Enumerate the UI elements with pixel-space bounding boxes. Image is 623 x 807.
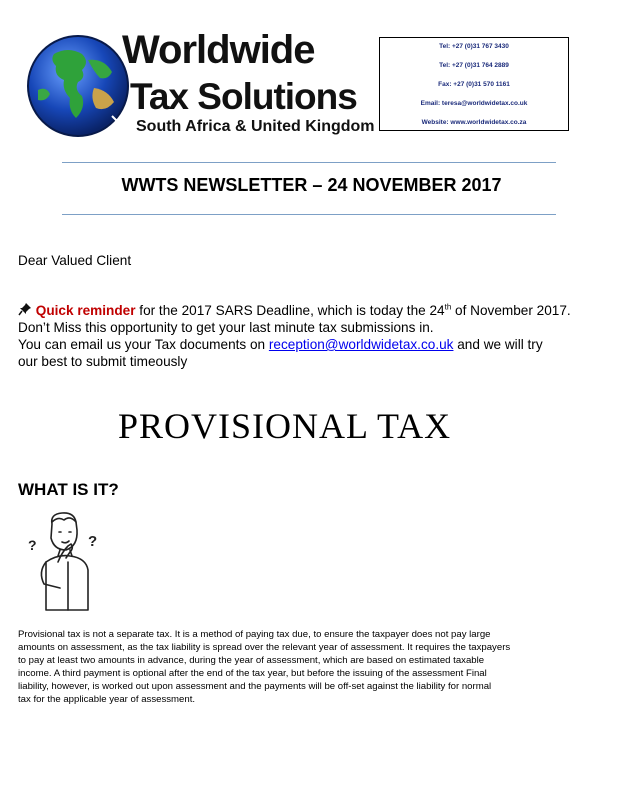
globe-logo-icon [24, 32, 132, 140]
company-logo [24, 28, 375, 140]
svg-text:?: ? [28, 537, 37, 553]
title-rule-top [62, 162, 556, 163]
contact-tel-2: Tel: +27 (0)31 764 2889 [439, 62, 509, 69]
logo-wordmark-line1: Worldwide [122, 28, 315, 72]
reminder-text-a: for the 2017 SARS Deadline, which is today the 24 [135, 303, 445, 318]
paragraph-line: tax for the applicable year of assessment. [18, 694, 196, 705]
reminder-line3-b: and we will try [453, 337, 543, 352]
what-is-it-heading: WHAT IS IT? [18, 480, 119, 499]
pushpin-icon [18, 303, 36, 318]
contact-website[interactable]: Website: www.worldwidetax.co.za [421, 119, 527, 126]
newsletter-title: WWTS NEWSLETTER – 24 NOVEMBER 2017 [121, 175, 502, 195]
reminder-superscript: th [444, 302, 452, 312]
reminder-line-2: Don’t Miss this opportunity to get your last minute tax submissions in. [18, 320, 434, 335]
reminder-line-3 [18, 336, 543, 353]
contact-fax: Fax: +27 (0)31 570 1161 [438, 81, 510, 88]
contact-tel-1: Tel: +27 (0)31 767 3430 [439, 43, 509, 50]
contact-info-box [379, 37, 569, 131]
reminder-line-4: our best to submit timeously [18, 354, 188, 369]
paragraph-line: liability, however, is worked out upon assessment and the payments will be off-set against the liability for normal [18, 681, 492, 692]
paragraph-line: to pay at least two amounts in advance, during the year of assessment, which are based on estimated taxable [18, 655, 485, 666]
reminder-line3-a: You can email us your Tax documents on [18, 337, 269, 352]
provisional-tax-paragraph [18, 628, 610, 706]
paragraph-line: Provisional tax is not a separate tax. It is a method of paying tax due, to ensure the taxpayer does not pay large [18, 629, 491, 640]
title-rule-bottom [62, 214, 556, 215]
provisional-tax-heading: PROVISIONAL TAX [118, 406, 452, 446]
reminder-line-1 [18, 302, 571, 319]
greeting: Dear Valued Client [18, 253, 132, 268]
reminder-text-b: of November 2017. [451, 303, 571, 318]
thinking-person-illustration [22, 510, 112, 614]
logo-tagline: South Africa & United Kingdom [136, 118, 375, 135]
svg-text:?: ? [88, 533, 98, 550]
reception-email-link[interactable]: reception@worldwidetax.co.uk [268, 337, 454, 352]
paragraph-line: income. A third payment is optional after the end of the tax year, but before the issuing of the assessment Final [18, 668, 487, 679]
paragraph-line: amounts on assessment, as the tax liability is spread over the relevant year of assessment. It requires the taxpayers [18, 642, 511, 653]
contact-email[interactable]: Email: teresa@worldwidetax.co.uk [420, 100, 528, 107]
quick-reminder-label: Quick reminder [35, 303, 136, 318]
logo-wordmark-line2: Tax Solutions [130, 76, 357, 117]
